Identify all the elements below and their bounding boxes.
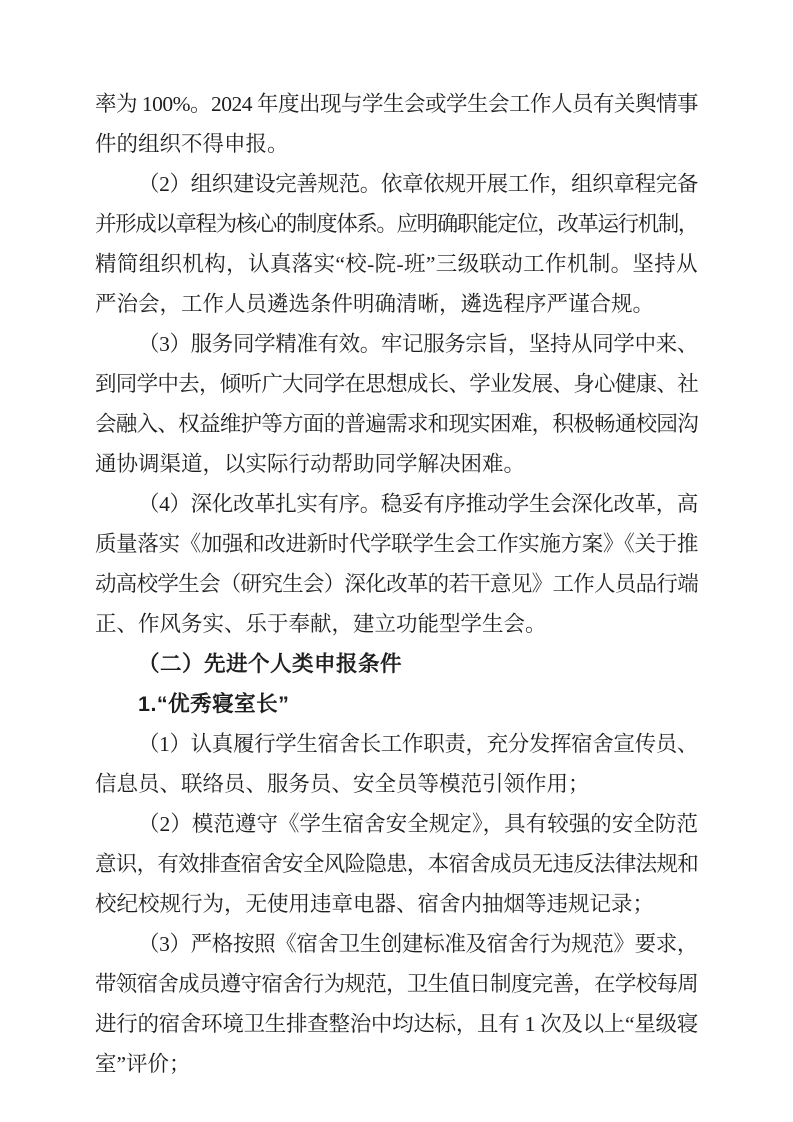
text-line: [95, 404, 698, 444]
text-line-content: 件的组织不得申报。: [95, 132, 289, 156]
text-line: [95, 524, 698, 564]
text-line: [95, 684, 698, 724]
text-line-content: （3）服务同学精准有效。牢记服务宗旨，坚持从同学中来、: [138, 332, 698, 356]
text-line: [95, 1004, 698, 1044]
paragraph: [95, 724, 698, 804]
paragraph: [95, 484, 698, 644]
section-heading: [95, 684, 698, 724]
text-line: [95, 244, 698, 284]
text-line: [95, 204, 698, 244]
text-line: [95, 284, 698, 324]
text-line-content: 进行的宿舍环境卫生排查整治中均达标，且有 1 次及以上“星级寝: [95, 1012, 698, 1036]
text-line: [95, 644, 698, 684]
text-line-content: 到同学中去，倾听广大同学在思想成长、学业发展、身心健康、社: [95, 372, 698, 396]
text-line: [95, 804, 698, 844]
text-line-content: 质量落实《加强和改进新时代学联学生会工作实施方案》《关于推: [95, 532, 698, 556]
text-line: [95, 164, 698, 204]
text-line: [95, 564, 698, 604]
text-line: [95, 724, 698, 764]
text-line-content: 正、作风务实、乐于奉献，建立功能型学生会。: [95, 612, 547, 636]
text-line: [95, 844, 698, 884]
text-line-content: 信息员、联络员、服务员、安全员等模范引领作用；: [95, 772, 590, 796]
text-line: [95, 484, 698, 524]
text-line-content: 带领宿舍成员遵守宿舍行为规范，卫生值日制度完善，在学校每周: [95, 972, 698, 996]
paragraph: [95, 84, 698, 164]
text-line-content: （3）严格按照《宿舍卫生创建标准及宿舍行为规范》要求，: [138, 932, 698, 956]
text-line: [95, 84, 698, 124]
text-line-content: 并形成以章程为核心的制度体系。应明确职能定位，改革运行机制，: [95, 212, 698, 236]
text-line-content: 动高校学生会（研究生会）深化改革的若干意见》工作人员品行端: [95, 572, 698, 596]
text-line-content: 校纪校规行为，无使用违章电器、宿舍内抽烟等违规记录；: [95, 892, 655, 916]
paragraph: [95, 924, 698, 1084]
paragraph: [95, 324, 698, 484]
text-line: [95, 964, 698, 1004]
text-line-content: 通协调渠道，以实际行动帮助同学解决困难。: [95, 452, 526, 476]
text-line-content: （1）认真履行学生宿舍长工作职责，充分发挥宿舍宣传员、: [138, 732, 698, 756]
text-line-content: 严治会，工作人员遴选条件明确清晰，遴选程序严谨合规。: [95, 292, 655, 316]
text-line-content: （4）深化改革扎实有序。稳妥有序推动学生会深化改革，高: [138, 492, 698, 516]
paragraph: [95, 164, 698, 324]
text-line: [95, 444, 698, 484]
text-line: [95, 884, 698, 924]
text-line: [95, 124, 698, 164]
text-line-content: 率为 100%。2024 年度出现与学生会或学生会工作人员有关舆情事: [95, 92, 698, 116]
text-line-content: 室”评价；: [95, 1052, 191, 1076]
text-line-content: （二）先进个人类申报条件: [138, 652, 403, 676]
text-line-content: 精简组织机构，认真落实“校-院-班”三级联动工作机制。坚持从: [95, 252, 698, 276]
paragraph: [95, 804, 698, 924]
text-line: [95, 1044, 698, 1084]
text-line: [95, 324, 698, 364]
section-heading: [95, 644, 698, 684]
text-line-content: （2）组织建设完善规范。依章依规开展工作，组织章程完备: [138, 172, 698, 196]
document-body: [95, 84, 698, 1084]
text-line: [95, 364, 698, 404]
text-line-content: （2）模范遵守《学生宿舍安全规定》，具有较强的安全防范: [138, 812, 698, 836]
text-line-content: 会融入、权益维护等方面的普遍需求和现实困难，积极畅通校园沟: [95, 412, 698, 436]
text-line-content: 1.“优秀寝室长”: [138, 692, 290, 716]
text-line: [95, 924, 698, 964]
text-line-content: 意识，有效排查宿舍安全风险隐患，本宿舍成员无违反法律法规和: [95, 852, 698, 876]
text-line: [95, 764, 698, 804]
text-line: [95, 604, 698, 644]
